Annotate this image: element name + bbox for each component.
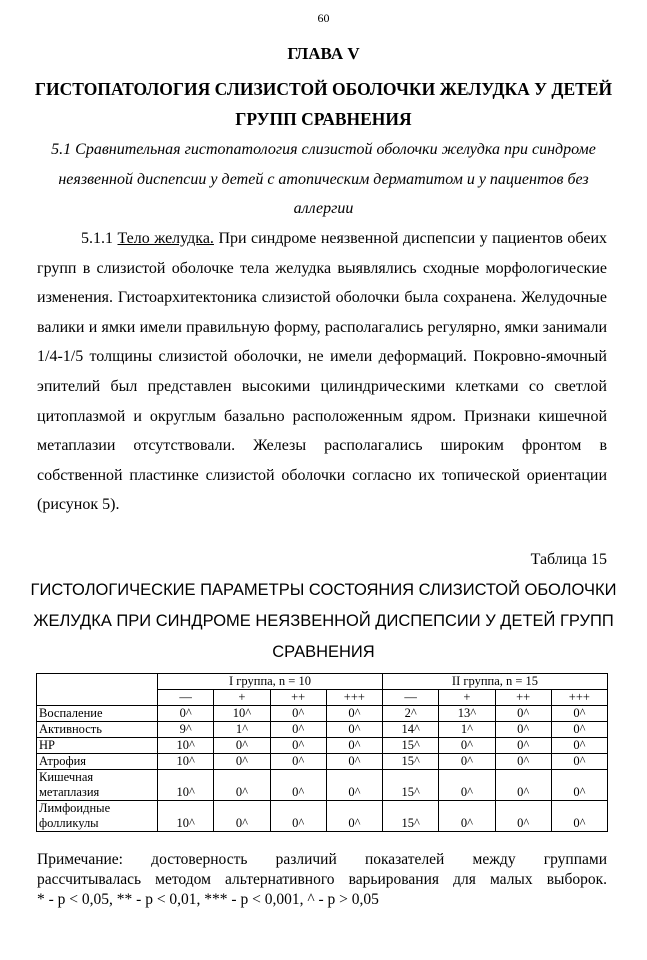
grade-header: ++ bbox=[495, 690, 551, 706]
grade-header: — bbox=[158, 690, 214, 706]
table-cell: 0^ bbox=[495, 770, 551, 801]
grade-header: — bbox=[383, 690, 439, 706]
paragraph-text: При синдроме неязвенной диспепсии у пациентов обеих групп в слизистой оболочке тела желудка выявлялись сходные морфологические изменения. Гистоархитектоника слизистой оболочки была сохранена. Желудочные валики и ямки имели правильную форму, располагались регулярно, ямки занимали 1/4-1/5 толщины слизистой оболочки, не имели деформаций. Покровно-ямочный эпителий был представлен высокими цилиндрическими клетками со светлой цитоплазмой и округлым базально расположенным ядром. Признаки кишечной метаплазии отсутствовали. Железы располагались широким фронтом в собственной пластинке слизистой оболочки согласно их топической ориентации (рисунок 5). bbox=[37, 230, 608, 514]
note-line: рассчитывалась методом альтернативного варьирования для малых выборок. bbox=[37, 871, 607, 888]
table-cell: 15^ bbox=[383, 738, 439, 754]
table-row bbox=[37, 754, 608, 770]
row-label: Лимфоидные фолликулы bbox=[37, 801, 158, 832]
table-cell: 0^ bbox=[551, 706, 607, 722]
page-number: 60 bbox=[317, 11, 330, 25]
table-cell: 0^ bbox=[270, 722, 326, 738]
grade-header: ++ bbox=[270, 690, 326, 706]
table-row bbox=[37, 738, 608, 754]
table-cell: 15^ bbox=[383, 801, 439, 832]
grade-header: +++ bbox=[326, 690, 382, 706]
paragraph-number: 5.1.1 bbox=[81, 230, 113, 247]
table-cell: 14^ bbox=[383, 722, 439, 738]
table-cell: 0^ bbox=[326, 738, 382, 754]
table-cell: 15^ bbox=[383, 770, 439, 801]
table-cell: 0^ bbox=[551, 738, 607, 754]
table-cell: 9^ bbox=[158, 722, 214, 738]
chapter-heading: ГЛАВА V bbox=[287, 44, 360, 63]
table-cell: 0^ bbox=[495, 706, 551, 722]
table-cell: 10^ bbox=[158, 738, 214, 754]
table-cell: 1^ bbox=[439, 722, 495, 738]
table-cell: 0^ bbox=[439, 770, 495, 801]
body-paragraph bbox=[37, 224, 607, 520]
group-header: I группа, n = 10 bbox=[158, 674, 383, 690]
table-cell: 0^ bbox=[270, 706, 326, 722]
table-cell: 0^ bbox=[326, 801, 382, 832]
table-cell: 0^ bbox=[326, 770, 382, 801]
table-cell: 0^ bbox=[439, 754, 495, 770]
table-cell: 0^ bbox=[326, 754, 382, 770]
table-cell: 0^ bbox=[270, 754, 326, 770]
table-corner-cell bbox=[37, 674, 158, 706]
table-cell: 0^ bbox=[214, 738, 270, 754]
table-cell: 0^ bbox=[158, 706, 214, 722]
table-cell: 0^ bbox=[214, 754, 270, 770]
table-cell: 0^ bbox=[270, 770, 326, 801]
table-label: Таблица 15 bbox=[530, 551, 607, 568]
table-cell: 0^ bbox=[270, 801, 326, 832]
grade-header: +++ bbox=[551, 690, 607, 706]
row-label: Активность bbox=[37, 722, 158, 738]
table-cell: 0^ bbox=[326, 706, 382, 722]
note-line: Примечание: достоверность различий показателей между группами bbox=[37, 851, 607, 868]
table-row bbox=[37, 770, 608, 801]
table-cell: 15^ bbox=[383, 754, 439, 770]
table-cell: 0^ bbox=[551, 754, 607, 770]
table-cell: 0^ bbox=[551, 770, 607, 801]
table-cell: 13^ bbox=[439, 706, 495, 722]
row-label: Воспаление bbox=[37, 706, 158, 722]
table-cell: 0^ bbox=[439, 801, 495, 832]
row-label: Атрофия bbox=[37, 754, 158, 770]
section-title: 5.1 Сравнительная гистопатология слизистой оболочки желудка при синдроме неязвенной диспепсии у детей с атопическим дерматитом и у пациентов без аллергии bbox=[51, 141, 596, 217]
table-row bbox=[37, 722, 608, 738]
table-cell: 0^ bbox=[551, 801, 607, 832]
table-cell: 0^ bbox=[270, 738, 326, 754]
table-cell: 0^ bbox=[495, 801, 551, 832]
table-cell: 10^ bbox=[158, 801, 214, 832]
table-cell: 0^ bbox=[439, 738, 495, 754]
table-title: ГИСТОЛОГИЧЕСКИЕ ПАРАМЕТРЫ СОСТОЯНИЯ СЛИЗИСТОЙ ОБОЛОЧКИ ЖЕЛУДКА ПРИ СИНДРОМЕ НЕЯЗВЕННОЙ ДИСПЕПСИИ У ДЕТЕЙ ГРУПП СРАВНЕНИЯ bbox=[30, 581, 617, 661]
row-label: HP bbox=[37, 738, 158, 754]
histology-table bbox=[36, 673, 608, 832]
table-cell: 0^ bbox=[214, 801, 270, 832]
group-header: II группа, n = 15 bbox=[383, 674, 608, 690]
grade-header: + bbox=[439, 690, 495, 706]
table-cell: 1^ bbox=[214, 722, 270, 738]
table-cell: 0^ bbox=[495, 754, 551, 770]
table-cell: 2^ bbox=[383, 706, 439, 722]
table-cell: 10^ bbox=[158, 754, 214, 770]
table-note bbox=[37, 850, 607, 910]
table-row bbox=[37, 706, 608, 722]
note-line: * - p < 0,05, ** - p < 0,01, *** - p < 0,001, ^ - p > 0,05 bbox=[37, 891, 379, 908]
table-cell: 0^ bbox=[495, 722, 551, 738]
paragraph-heading: Тело желудка. bbox=[117, 230, 214, 247]
table-cell: 10^ bbox=[158, 770, 214, 801]
grade-header: + bbox=[214, 690, 270, 706]
table-cell: 0^ bbox=[214, 770, 270, 801]
table-cell: 0^ bbox=[326, 722, 382, 738]
table-cell: 0^ bbox=[551, 722, 607, 738]
chapter-title: ГИСТОПАТОЛОГИЯ СЛИЗИСТОЙ ОБОЛОЧКИ ЖЕЛУДКА У ДЕТЕЙ ГРУПП СРАВНЕНИЯ bbox=[34, 79, 613, 129]
table-cell: 0^ bbox=[495, 738, 551, 754]
row-label: Кишечная метаплазия bbox=[37, 770, 158, 801]
table-row bbox=[37, 801, 608, 832]
table-cell: 10^ bbox=[214, 706, 270, 722]
